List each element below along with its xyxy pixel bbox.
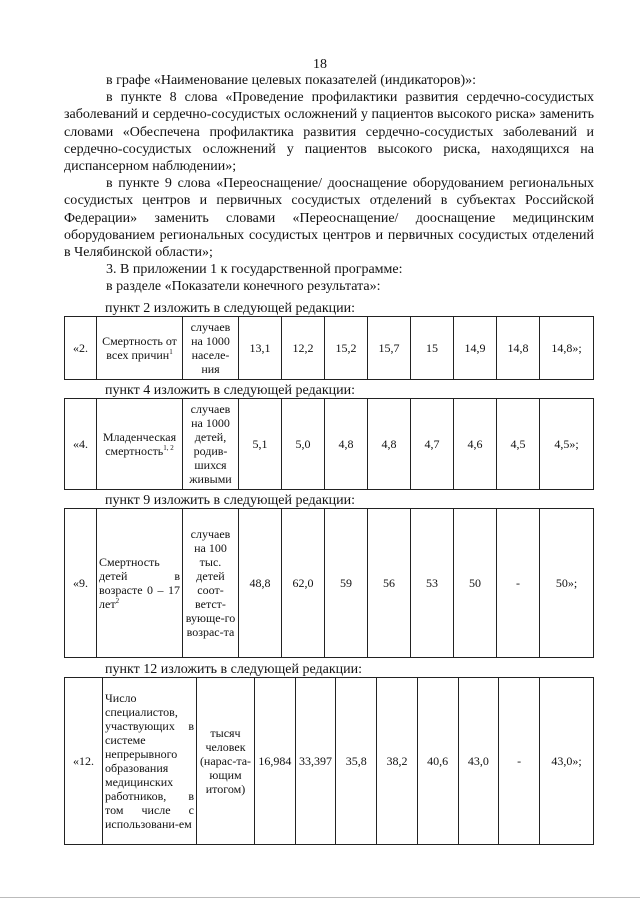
value-cell: 35,8	[336, 678, 377, 845]
value-cell: 15,2	[325, 317, 368, 380]
table-item-4	[64, 398, 594, 490]
indicator-name: Младенческая смертность$^{1, 2}$	[97, 399, 183, 490]
table-item-9	[64, 508, 594, 658]
indicator-name: Смертность детей в возрасте 0 – 17 лет$^2$	[97, 509, 183, 658]
value-cell: -	[499, 678, 540, 845]
table-row	[65, 399, 594, 490]
value-cell: 14,9	[454, 317, 497, 380]
value-cell: 5,1	[239, 399, 282, 490]
value-cell: 62,0	[282, 509, 325, 658]
value-cell: 43,0	[458, 678, 499, 845]
value-cell: 4,7	[411, 399, 454, 490]
intro-text	[64, 72, 594, 296]
value-cell: 4,5»;	[540, 399, 594, 490]
value-cell: -	[497, 509, 540, 658]
page-number: 18	[313, 57, 327, 72]
value-cell: 50	[454, 509, 497, 658]
unit: случаев на 1000 детей, родив-шихся живыми	[183, 399, 239, 490]
table-row	[65, 317, 594, 380]
value-cell: 4,8	[368, 399, 411, 490]
row-number: «4.	[65, 399, 97, 490]
scan-edge-divider	[0, 897, 640, 898]
value-cell: 40,6	[417, 678, 458, 845]
table-item-12	[64, 677, 594, 845]
indicator-name: Смертность от всех причин$^1$	[97, 317, 183, 380]
value-cell: 14,8	[497, 317, 540, 380]
paragraph-column: в графе «Наименование целевых показателей (индикаторов)»:	[106, 73, 476, 88]
unit: тысяч человек (нарас-та-ющим итогом)	[197, 678, 255, 845]
value-cell: 33,397	[295, 678, 336, 845]
paragraph-item-9: в пункте 9 слова «Переоснащение/ дооснащение оборудованием региональных сосудистых центров и первичных сосудистых отделений в субъектах Российской Федерации» заменить словами «Переоснащение/ дооснащение медицинским оборудованием региональных сосудистых центров и первичных сосудистых отделений в Челябинской области»;	[64, 176, 594, 261]
value-cell: 13,1	[239, 317, 282, 380]
value-cell: 14,8»;	[540, 317, 594, 380]
lead-item-9: пункт 9 изложить в следующей редакции:	[105, 493, 355, 508]
unit: случаев на 1000 населе-ния	[183, 317, 239, 380]
row-number: «12.	[65, 678, 103, 845]
value-cell: 5,0	[282, 399, 325, 490]
table-row	[65, 509, 594, 658]
value-cell: 48,8	[239, 509, 282, 658]
paragraph-section: в разделе «Показатели конечного результата»:	[106, 279, 381, 295]
value-cell: 43,0»;	[540, 678, 594, 845]
value-cell: 4,6	[454, 399, 497, 490]
indicator-name: Число специалистов, участвующих в системе непрерывного образования медицинских работников, в том числе с использовани-ем	[103, 678, 197, 845]
value-cell: 56	[368, 509, 411, 658]
value-cell: 15	[411, 317, 454, 380]
table-row	[65, 678, 594, 845]
value-cell: 4,5	[497, 399, 540, 490]
value-cell: 53	[411, 509, 454, 658]
row-number: «2.	[65, 317, 97, 380]
value-cell: 4,8	[325, 399, 368, 490]
row-number: «9.	[65, 509, 97, 658]
table-item-2	[64, 316, 594, 380]
value-cell: 59	[325, 509, 368, 658]
value-cell: 50»;	[540, 509, 594, 658]
value-cell: 12,2	[282, 317, 325, 380]
lead-item-2: пункт 2 изложить в следующей редакции:	[105, 301, 355, 316]
value-cell: 16,984	[255, 678, 296, 845]
lead-item-12: пункт 12 изложить в следующей редакции:	[105, 662, 362, 677]
value-cell: 38,2	[377, 678, 418, 845]
lead-item-4: пункт 4 изложить в следующей редакции:	[105, 383, 355, 398]
paragraph-appendix: 3. В приложении 1 к государственной программе:	[106, 262, 403, 278]
paragraph-item-8: в пункте 8 слова «Проведение профилактики развития сердечно-сосудистых заболеваний и сердечно-сосудистых осложнений у пациентов высокого риска» заменить словами «Обеспечена профилактика развития сердечно-сосудистых заболеваний и сердечно-сосудистых осложнений у пациентов высокого риска, находящихся на диспансерном наблюдении»;	[64, 90, 594, 175]
value-cell: 15,7	[368, 317, 411, 380]
unit: случаев на 100 тыс. детей соот-ветст-вующе-го возрас-та	[183, 509, 239, 658]
